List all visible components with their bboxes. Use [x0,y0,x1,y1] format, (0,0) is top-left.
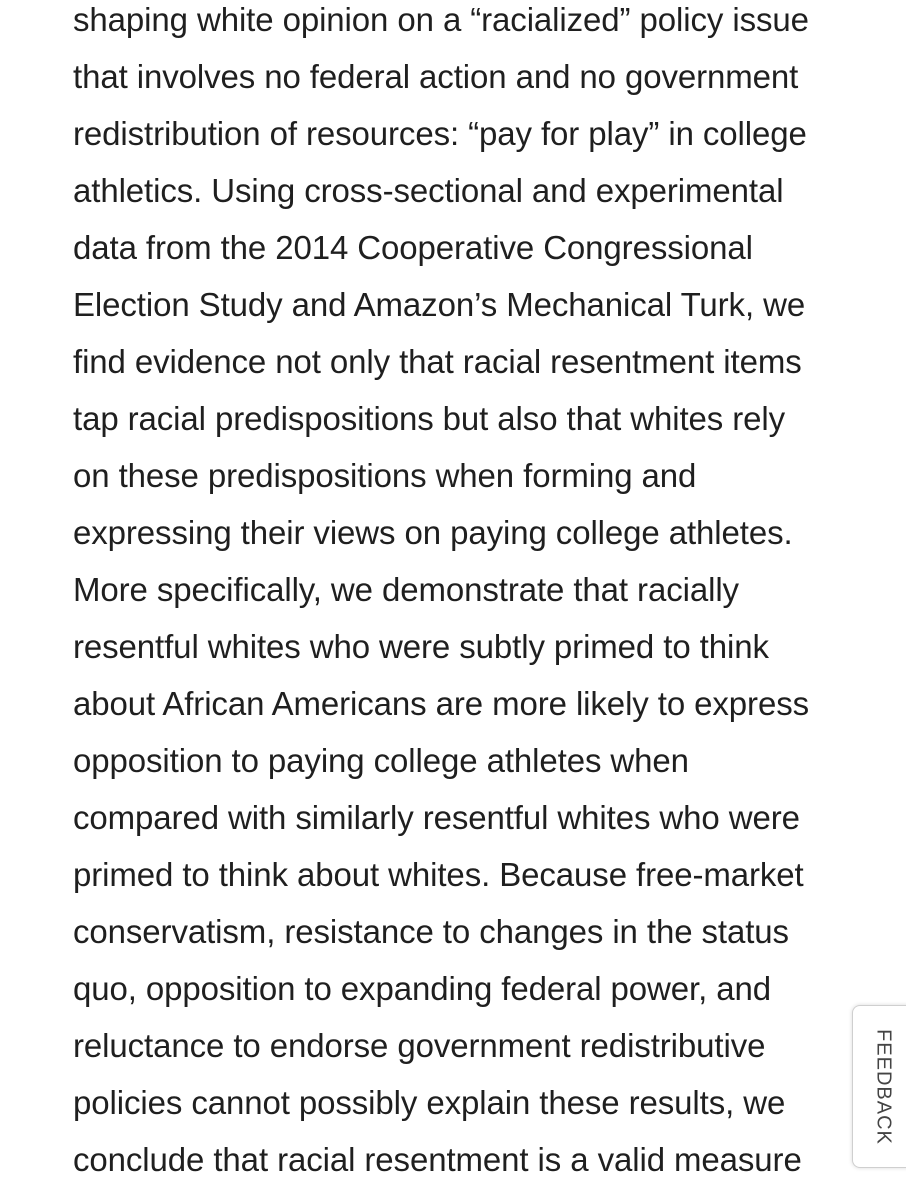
abstract-line: resentful whites who were subtly primed to think [73,628,769,665]
abstract-line: More specifically, we demonstrate that racially [73,571,739,608]
abstract-line: expressing their views on paying college athletes. [73,514,793,551]
abstract-line: about African Americans are more likely to express [73,685,810,722]
abstract-line: data from the 2014 Cooperative Congressional [73,229,753,266]
abstract-line: find evidence not only that racial resentment items [73,343,802,380]
feedback-button[interactable] [852,1005,906,1168]
abstract-line: Election Study and Amazon’s Mechanical Turk, we [73,286,806,323]
abstract-line: on these predispositions when forming and [73,457,697,494]
abstract-line: tap racial predispositions but also that whites rely [73,400,786,437]
abstract-line: redistribution of resources: “pay for play” in college [73,115,807,152]
feedback-label: FEEDBACK [872,1028,894,1145]
abstract-text [73,0,873,1188]
abstract-line: policies cannot possibly explain these results, we [73,1084,786,1121]
abstract-line: primed to think about whites. Because free-market [73,856,804,893]
abstract-line: athletics. Using cross-sectional and experimental [73,172,784,209]
abstract-line: reluctance to endorse government redistributive [73,1027,766,1064]
abstract-line: opposition to paying college athletes when [73,742,689,779]
abstract-line: conclude that racial resentment is a valid measure [73,1141,802,1178]
abstract-line: compared with similarly resentful whites who were [73,799,800,836]
abstract-line: that involves no federal action and no government [73,58,799,95]
abstract-line: shaping white opinion on a “racialized” policy issue [73,1,809,38]
abstract-line: conservatism, resistance to changes in the status [73,913,789,950]
abstract-line: quo, opposition to expanding federal power, and [73,970,772,1007]
